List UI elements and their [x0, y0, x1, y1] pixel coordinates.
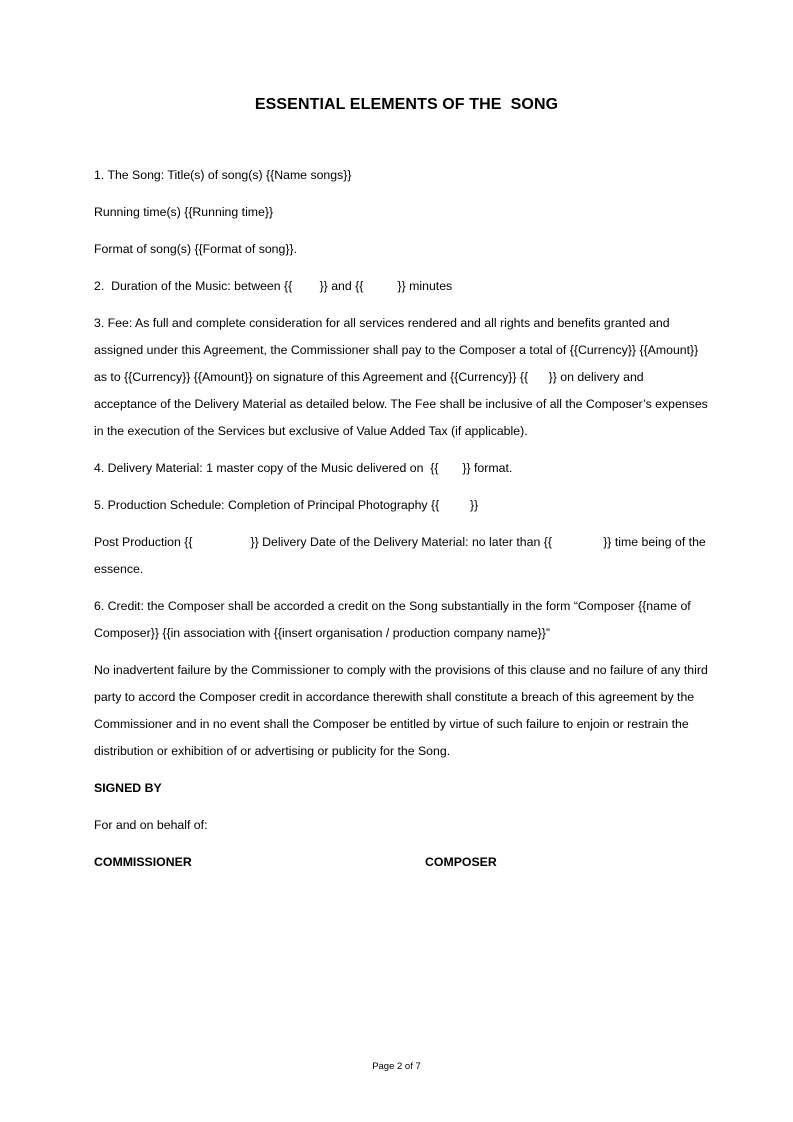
duration-clause: 2. Duration of the Music: between {{ }} and {{ }} minutes	[94, 279, 453, 293]
signature-row	[94, 849, 709, 876]
page-number: Page 2 of 7	[372, 1061, 421, 1072]
format-clause: Format of song(s) {{Format of song}}.	[94, 242, 297, 256]
fee-clause: 3. Fee: As full and complete consideration for all services rendered and all rights and benefits granted and assigned under this Agreement, the Commissioner shall pay to the Composer a total of {{Currency}} {{Amount}} as to {{Currency}} {{Amount}} on signature of this Agreement and {{Currency}} {{ }} on delivery and acceptance of the Delivery Material as detailed below. The Fee shall be inclusive of all the Composer’s expenses in the execution of the Services but exclusive of Value Added Tax (if applicable).	[94, 316, 712, 438]
production-schedule-clause: 5. Production Schedule: Completion of Principal Photography {{ }}	[94, 498, 479, 512]
song-title-clause: 1. The Song: Title(s) of song(s) {{Name songs}}	[94, 168, 352, 182]
running-time-clause: Running time(s) {{Running time}}	[94, 205, 274, 219]
failure-clause: No inadvertent failure by the Commissioner to comply with the provisions of this clause and no failure of any third party to accord the Composer credit in accordance therewith shall constitute a breach of this agreement by the Commissioner and in no event shall the Composer be entitled by virtue of such failure to enjoin or restrain the distribution or exhibition of or advertising or publicity for the Song.	[94, 663, 712, 758]
document-body	[94, 162, 712, 876]
delivery-material-clause: 4. Delivery Material: 1 master copy of the Music delivered on {{ }} format.	[94, 461, 513, 475]
post-production-clause: Post Production {{ }} Delivery Date of the Delivery Material: no later than {{ }} time being of the essence.	[94, 535, 710, 576]
credit-clause: 6. Credit: the Composer shall be accorded a credit on the Song substantially in the form “Composer {{name of Composer}} {{in association with {{insert organisation / production company name}}”	[94, 599, 695, 640]
signed-by-heading: SIGNED BY	[94, 781, 162, 795]
on-behalf-label: For and on behalf of:	[94, 818, 208, 832]
commissioner-label: COMMISSIONER	[94, 855, 192, 869]
composer-label: COMPOSER	[425, 855, 497, 869]
page-title: ESSENTIAL ELEMENTS OF THE SONG	[254, 96, 559, 113]
